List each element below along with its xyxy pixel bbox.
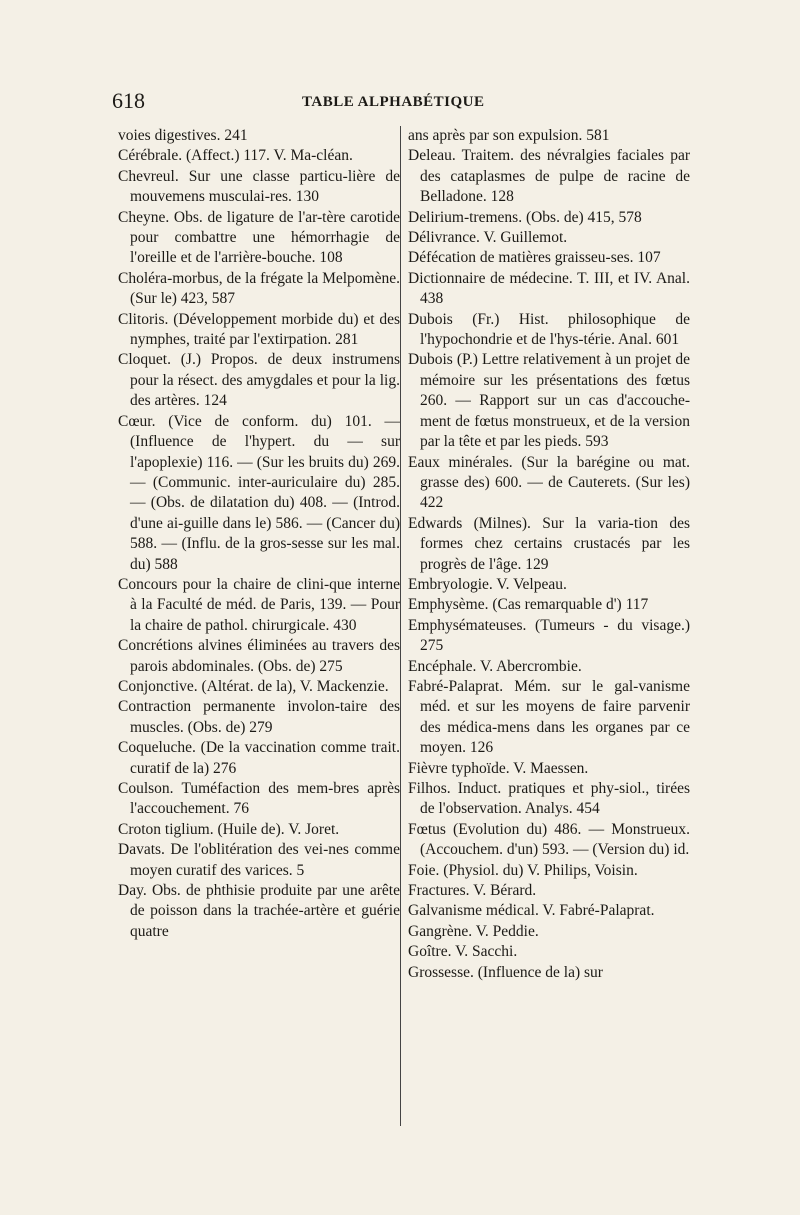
index-entry: Coulson. Tuméfaction des mem-bres après l'accouchement. 76 bbox=[118, 780, 400, 818]
index-entry: Dubois (P.) Lettre relativement à un projet de mémoire sur les présentations des fœtus 260. — Rapport sur un cas d'accouche-ment de fœtus monstrueux, et de la version par la tête et par les pieds. 593 bbox=[408, 351, 690, 451]
index-entry: Fœtus (Evolution du) 486. — Monstrueux. (Accouchem. d'un) 593. — (Version du) id. bbox=[408, 820, 690, 859]
index-entry: ans après par son expulsion. 581 bbox=[408, 127, 610, 144]
page-header bbox=[112, 88, 680, 118]
index-entry: Davats. De l'oblitération des vei-nes comme moyen curatif des varices. 5 bbox=[118, 841, 400, 879]
index-entry: Dubois (Fr.) Hist. philosophique de l'hypochondrie et de l'hys-térie. Anal. 601 bbox=[408, 310, 690, 349]
index-entry: Eaux minérales. (Sur la barégine ou mat. grasse des) 600. — de Cauterets. (Sur les) 422 bbox=[408, 453, 690, 512]
column-divider bbox=[400, 126, 401, 1126]
index-entry: Goître. V. Sacchi. bbox=[408, 943, 518, 961]
index-entry: voies digestives. 241 bbox=[118, 127, 248, 144]
index-entry: Contraction permanente involon-taire des muscles. (Obs. de) 279 bbox=[118, 698, 400, 736]
index-entry: Filhos. Induct. pratiques et phy-siol., tirées de l'observation. Analys. 454 bbox=[408, 780, 690, 818]
index-entry: Conjonctive. (Altérat. de la), V. Mackenzie. bbox=[118, 677, 389, 695]
index-entry: Foie. (Physiol. du) V. Philips, Voisin. bbox=[408, 861, 638, 879]
index-entry: Edwards (Milnes). Sur la varia-tion des formes chez certains crustacés par les progrès de l'âge. 129 bbox=[408, 514, 690, 573]
index-entry: Croton tiglium. (Huile de). V. Joret. bbox=[118, 820, 340, 838]
running-title: TABLE ALPHABÉTIQUE bbox=[302, 94, 485, 110]
index-entry: Délivrance. V. Guillemot. bbox=[408, 229, 568, 247]
index-entry: Fabré-Palaprat. Mém. sur le gal-vanisme méd. et sur les moyens de faire parvenir des médica-mens dans les organes par ce moyen. 126 bbox=[408, 677, 690, 757]
index-entry: Cheyne. Obs. de ligature de l'ar-tère carotide pour combattre une hémorrhagie de l'oreille et de l'arrière-bouche. 108 bbox=[118, 208, 400, 267]
index-entry: Emphysème. (Cas remarquable d') 117 bbox=[408, 596, 649, 614]
index-entry: Choléra-morbus, de la frégate la Melpomène. (Sur le) 423, 587 bbox=[118, 269, 400, 308]
index-entry: Concrétions alvines éliminées au travers des parois abdominales. (Obs. de) 275 bbox=[118, 637, 400, 675]
index-entry: Deleau. Traitem. des névralgies faciales par des cataplasmes de pulpe de racine de Belladone. 128 bbox=[408, 147, 690, 206]
index-entry: Emphysémateuses. (Tumeurs - du visage.) 275 bbox=[408, 616, 690, 655]
index-entry: Coqueluche. (De la vaccination comme trait. curatif de la) 276 bbox=[118, 739, 400, 777]
index-entry: Dictionnaire de médecine. T. III, et IV. Anal. 438 bbox=[408, 269, 690, 308]
index-entry: Concours pour la chaire de clini-que interne à la Faculté de méd. de Paris, 139. — Pour la chaire de pathol. chirurgicale. 430 bbox=[118, 575, 400, 634]
index-entry: Cérébrale. (Affect.) 117. V. Ma-cléan. bbox=[118, 147, 353, 165]
index-entry: Grossesse. (Influence de la) sur bbox=[408, 963, 603, 981]
index-entry: Gangrène. V. Peddie. bbox=[408, 922, 539, 940]
index-entry: Cœur. (Vice de conform. du) 101. — (Influence de l'hypert. du — sur l'apoplexie) 116. — (Sur les bruits du) 269. — (Communic. inter-auriculaire du) 285. — (Obs. de dilatation du) 408. — (Introd. d'une ai-guille dans le) 586. — (Cancer du) 588. — (Influ. de la gros-sesse sur les mal. du) 588 bbox=[118, 412, 400, 573]
index-column-right bbox=[408, 126, 690, 983]
index-entry: Défécation de matières graisseu-ses. 107 bbox=[408, 249, 661, 267]
index-entry: Clitoris. (Développement morbide du) et des nymphes, traité par l'extirpation. 281 bbox=[118, 310, 400, 349]
index-column-left bbox=[118, 126, 400, 942]
index-entry: Delirium-tremens. (Obs. de) 415, 578 bbox=[408, 208, 642, 226]
index-entry: Fractures. V. Bérard. bbox=[408, 882, 537, 900]
page-number: 618 bbox=[112, 88, 145, 113]
index-entry: Embryologie. V. Velpeau. bbox=[408, 575, 567, 593]
index-entry: Chevreul. Sur une classe particu-lière de mouvemens musculai-res. 130 bbox=[118, 167, 400, 206]
index-entry: Fièvre typhoïde. V. Maessen. bbox=[408, 759, 589, 777]
index-entry: Cloquet. (J.) Propos. de deux instrumens pour la résect. des amygdales et pour la lig. des artères. 124 bbox=[118, 351, 400, 410]
index-entry: Day. Obs. de phthisie produite par une arête de poisson dans la trachée-artère et guérie quatre bbox=[118, 882, 400, 940]
index-entry: Encéphale. V. Abercrombie. bbox=[408, 657, 582, 675]
index-entry: Galvanisme médical. V. Fabré-Palaprat. bbox=[408, 902, 655, 920]
